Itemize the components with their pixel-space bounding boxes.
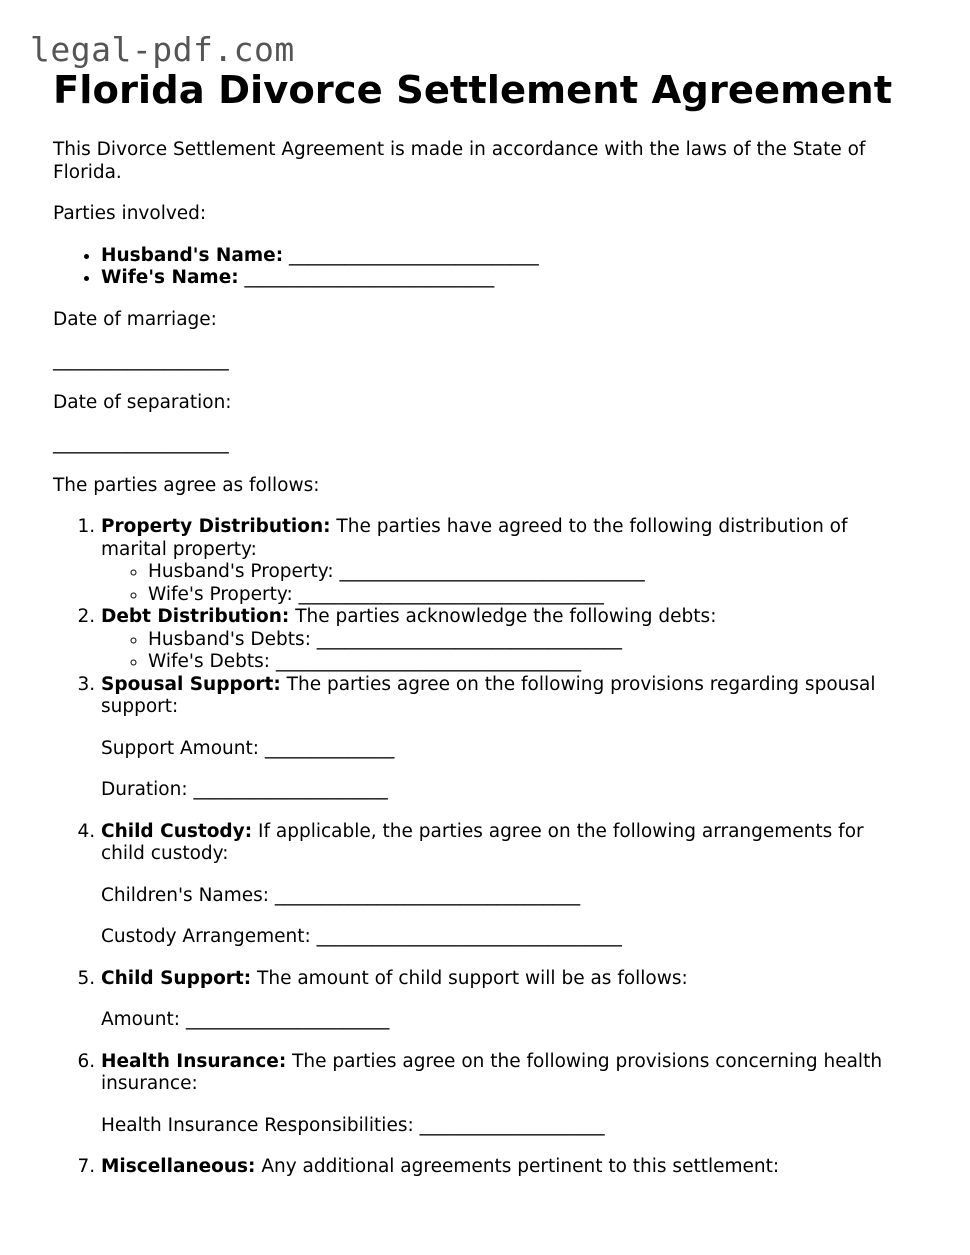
term-health-insurance <box>101 1051 913 1138</box>
property-sublist <box>101 561 913 606</box>
health-insurance-field: Health Insurance Responsibilities: ____________________ <box>101 1114 605 1136</box>
childrens-names-field: Children's Names: _________________________________ <box>101 884 581 906</box>
term-text: Any additional agreements pertinent to this settlement: <box>255 1156 780 1177</box>
term-debt <box>101 606 913 674</box>
terms-list <box>53 516 913 1179</box>
support-amount-field: Support Amount: ______________ <box>101 737 395 759</box>
support-duration-field: Duration: _____________________ <box>101 779 388 800</box>
date-of-marriage-blank: ___________________ <box>53 350 229 371</box>
date-of-marriage-label: Date of marriage: <box>53 308 217 330</box>
watermark: legal-pdf.com <box>30 30 295 69</box>
term-text: The parties acknowledge the following debts: <box>289 606 717 627</box>
party-wife <box>101 267 913 290</box>
party-blank: ___________________________ <box>244 267 495 288</box>
custody-arrangement-field: Custody Arrangement: _________________________________ <box>101 926 622 947</box>
sub-item: ◦ Husband's Property: _________________________________ <box>148 561 913 584</box>
term-text: If applicable, the parties agree on the following arrangements for child custody: <box>101 820 864 864</box>
term-heading: Spousal Support: <box>101 673 281 695</box>
intro-paragraph: This Divorce Settlement Agreement is made in accordance with the laws of the State of Florida. <box>53 139 866 183</box>
date-of-separation-blank: ___________________ <box>53 433 229 454</box>
term-heading: Miscellaneous: <box>101 1156 256 1177</box>
sub-item: ◦ Husband's Debts: _________________________________ <box>148 629 913 652</box>
term-heading: Debt Distribution: <box>101 606 290 627</box>
term-miscellaneous <box>101 1156 913 1179</box>
party-husband <box>101 245 913 268</box>
term-heading: Health Insurance: <box>101 1050 287 1072</box>
party-label: Husband's Name: <box>101 244 284 266</box>
term-property <box>101 516 913 606</box>
term-text: The parties have agreed to the following distribution of marital property: <box>101 516 848 560</box>
term-text: The parties agree on the following provisions regarding spousal support: <box>101 673 876 717</box>
agree-label: The parties agree as follows: <box>53 474 320 496</box>
term-child-custody <box>101 821 913 949</box>
document-title: Florida Divorce Settlement Agreement <box>53 68 893 113</box>
term-spousal-support <box>101 674 913 802</box>
date-of-separation-label: Date of separation: <box>53 391 232 413</box>
party-blank: ___________________________ <box>289 244 539 266</box>
term-text: The amount of child support will be as follows: <box>251 967 688 989</box>
term-text: The parties agree on the following provisions concerning health insurance: <box>101 1050 883 1094</box>
parties-label: Parties involved: <box>53 203 207 224</box>
parties-list <box>53 245 913 290</box>
debt-sublist <box>101 629 913 674</box>
sub-item: ◦ Wife's Debts: _________________________________ <box>148 651 913 674</box>
child-support-amount-field: Amount: ______________________ <box>101 1009 390 1030</box>
term-heading: Child Custody: <box>101 820 253 842</box>
term-heading: Child Support: <box>101 967 252 989</box>
document-body <box>53 66 913 1179</box>
term-heading: Property Distribution: <box>101 516 331 537</box>
party-label: Wife's Name: <box>101 267 239 288</box>
term-child-support <box>101 968 913 1032</box>
sub-item: ◦ Wife's Property: _________________________________ <box>148 584 913 607</box>
